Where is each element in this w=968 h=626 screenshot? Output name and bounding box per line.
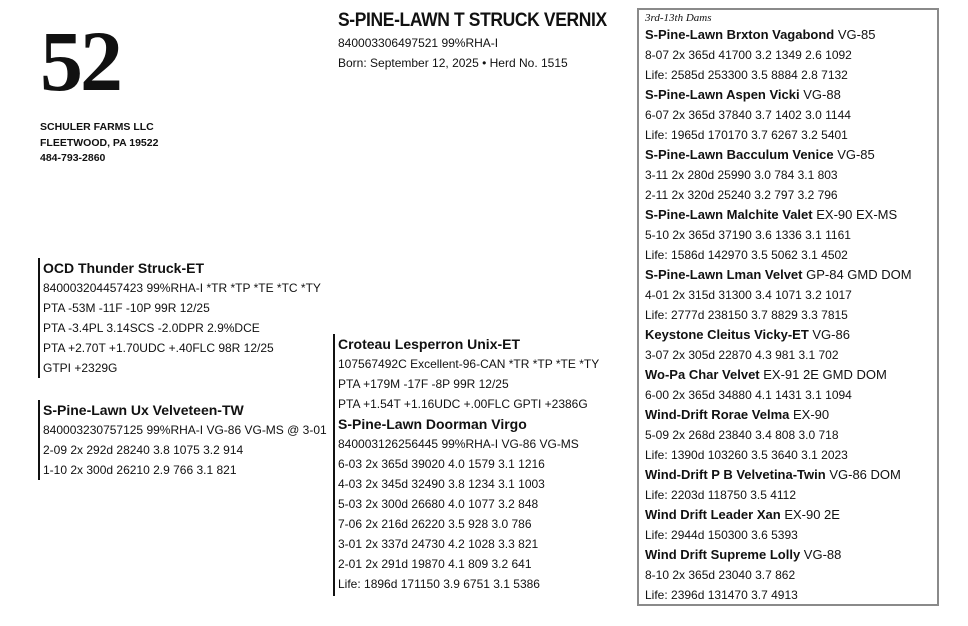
dam-entry-line: 8-10 2x 365d 23040 3.7 862 (645, 568, 796, 582)
dam-entry-title (645, 145, 937, 165)
dam-entry-line: 8-07 2x 365d 41700 3.2 1349 2.6 1092 (645, 48, 852, 62)
dam-entry-line: Life: 2203d 118750 3.5 4112 (645, 488, 797, 502)
dam-entry-score: VG-88 (803, 547, 842, 562)
mgd-line: 6-03 2x 365d 39020 4.0 1579 3.1 1216 (338, 457, 545, 471)
dam-entry-name: Wind Drift Leader Xan (645, 507, 781, 522)
dam-entry-line: 2-11 2x 320d 25240 3.2 797 3.2 796 (645, 188, 838, 202)
consignor-phone: 484-793-2860 (40, 152, 106, 164)
mgd-line: 2-01 2x 291d 19870 4.1 809 3.2 641 (338, 557, 532, 571)
dam-entry-line: 6-07 2x 365d 37840 3.7 1402 3.0 1144 (645, 108, 851, 122)
dam-entry-title (645, 325, 937, 345)
dam-entry-score: GP-84 GMD DOM (806, 267, 912, 282)
consignor-name: SCHULER FARMS LLC (40, 121, 154, 133)
dam-entry-line: Life: 2396d 131470 3.7 4913 (645, 588, 798, 602)
dam-entry-name: S-Pine-Lawn Bacculum Venice (645, 147, 834, 162)
sire-line: PTA +2.70T +1.70UDC +.40FLC 98R 12/25 (43, 341, 274, 355)
sire-line: PTA -3.4PL 3.14SCS -2.0DPR 2.9%DCE (43, 321, 260, 335)
dam-entry-score: VG-85 (837, 27, 876, 42)
dam-entry-score: VG-86 DOM (829, 467, 901, 482)
dam-entry-name: S-Pine-Lawn Brxton Vagabond (645, 27, 835, 42)
mgs-line: PTA +1.54T +1.16UDC +.00FLC GPTI +2386G (338, 397, 588, 411)
dam-entry-line: Life: 2944d 150300 3.6 5393 (645, 528, 798, 542)
sire-name: OCD Thunder Struck-ET (43, 260, 205, 276)
sire-block (38, 258, 321, 378)
dam-line: 1-10 2x 300d 26210 2.9 766 3.1 821 (43, 463, 237, 477)
sire-line: PTA -53M -11F -10P 99R 12/25 (43, 301, 210, 315)
dam-line: 840003230757125 99%RHA-I VG-86 VG-MS @ 3-01 (43, 423, 327, 437)
dam-entry-name: Wind Drift Supreme Lolly (645, 547, 801, 562)
consignor-info (40, 120, 158, 167)
dam-entry-title (645, 25, 937, 45)
dams-caption: 3rd-13th Dams (645, 12, 712, 24)
dam-entry-score: VG-88 (803, 87, 841, 102)
dam-entry-title (645, 265, 937, 285)
dam-block (38, 400, 327, 480)
mgd-line: 840003126256445 99%RHA-I VG-86 VG-MS (338, 437, 579, 451)
maternal-grandparents-block (333, 334, 599, 596)
dam-entry-score: EX-91 2E GMD DOM (763, 367, 887, 382)
dam-entry-line: 5-10 2x 365d 37190 3.6 1336 3.1 1161 (645, 228, 851, 242)
dam-entry-name: S-Pine-Lawn Lman Velvet (645, 267, 803, 282)
sire-line: GTPI +2329G (43, 361, 118, 375)
consignor-city: FLEETWOOD, PA 19522 (40, 136, 159, 149)
dam-entry-line: 5-09 2x 268d 23840 3.4 808 3.0 718 (645, 428, 839, 442)
animal-birth-info: Born: September 12, 2025 • Herd No. 1515 (338, 56, 568, 70)
mgd-line: Life: 1896d 171150 3.9 6751 3.1 5386 (338, 577, 540, 591)
dams-box (637, 8, 939, 606)
dam-name: S-Pine-Lawn Ux Velveteen-TW (43, 402, 244, 418)
mgd-line: 5-03 2x 300d 26680 4.0 1077 3.2 848 (338, 497, 539, 511)
dam-entry-score: EX-90 (792, 407, 830, 422)
dam-entry-line: 3-11 2x 280d 25990 3.0 784 3.1 803 (645, 168, 838, 182)
dam-entry-title (645, 505, 937, 525)
sire-line: 840003204457423 99%RHA-I *TR *TP *TE *TC *TY (43, 281, 321, 295)
dam-entry-score: VG-86 (812, 327, 850, 342)
dam-entry-line: Life: 1390d 103260 3.5 3640 3.1 2023 (645, 448, 848, 462)
dam-entry-name: Keystone Cleitus Vicky-ET (645, 327, 809, 342)
dam-entry-score: VG-85 (837, 147, 875, 162)
dam-entry-line: 4-01 2x 315d 31300 3.4 1071 3.2 1017 (645, 288, 852, 302)
dam-entry-name: Wind-Drift P B Velvetina-Twin (645, 467, 826, 482)
dam-entry-title (645, 405, 937, 425)
dam-entry-name: S-Pine-Lawn Aspen Vicki (645, 87, 800, 102)
dam-entry-name: S-Pine-Lawn Malchite Valet (645, 207, 813, 222)
dam-entry-name: Wo-Pa Char Velvet (645, 367, 760, 382)
dam-entry-title (645, 545, 937, 565)
animal-name: S-PINE-LAWN T STRUCK VERNIX (338, 10, 607, 31)
dam-entry-score: EX-90 2E (784, 507, 840, 522)
mgs-line: PTA +179M -17F -8P 99R 12/25 (338, 377, 509, 391)
dam-entry-title (645, 205, 937, 225)
dam-entry-title (645, 365, 937, 385)
dam-entry-line: Life: 2585d 253300 3.5 8884 2.8 7132 (645, 68, 848, 82)
dam-entry-score: EX-90 EX-MS (816, 207, 898, 222)
animal-id: 840003306497521 99%RHA-I (338, 36, 499, 50)
mgd-line: 7-06 2x 216d 26220 3.5 928 3.0 786 (338, 517, 532, 531)
animal-header (338, 10, 630, 72)
dam-entry-title (645, 85, 937, 105)
dam-entry-line: 6-00 2x 365d 34880 4.1 1431 3.1 1094 (645, 388, 852, 402)
lot-number: 52 (40, 13, 120, 109)
dam-entry-line: Life: 2777d 238150 3.7 8829 3.3 7815 (645, 308, 848, 322)
mgs-name: Croteau Lesperron Unix-ET (338, 336, 521, 352)
dam-entry-line: Life: 1586d 142970 3.5 5062 3.1 4502 (645, 248, 848, 262)
dam-entry-line: Life: 1965d 170170 3.7 6267 3.2 5401 (645, 128, 848, 142)
mgs-line: 107567492C Excellent-96-CAN *TR *TP *TE *TY (338, 357, 600, 371)
mgd-name: S-Pine-Lawn Doorman Virgo (338, 416, 527, 432)
dam-entry-line: 3-07 2x 305d 22870 4.3 981 3.1 702 (645, 348, 839, 362)
mgd-line: 4-03 2x 345d 32490 3.8 1234 3.1 1003 (338, 477, 545, 491)
mgd-line: 3-01 2x 337d 24730 4.2 1028 3.3 821 (338, 537, 539, 551)
dam-entry-title (645, 465, 937, 485)
dam-entry-name: Wind-Drift Rorae Velma (645, 407, 790, 422)
dam-line: 2-09 2x 292d 28240 3.8 1075 3.2 914 (43, 443, 244, 457)
